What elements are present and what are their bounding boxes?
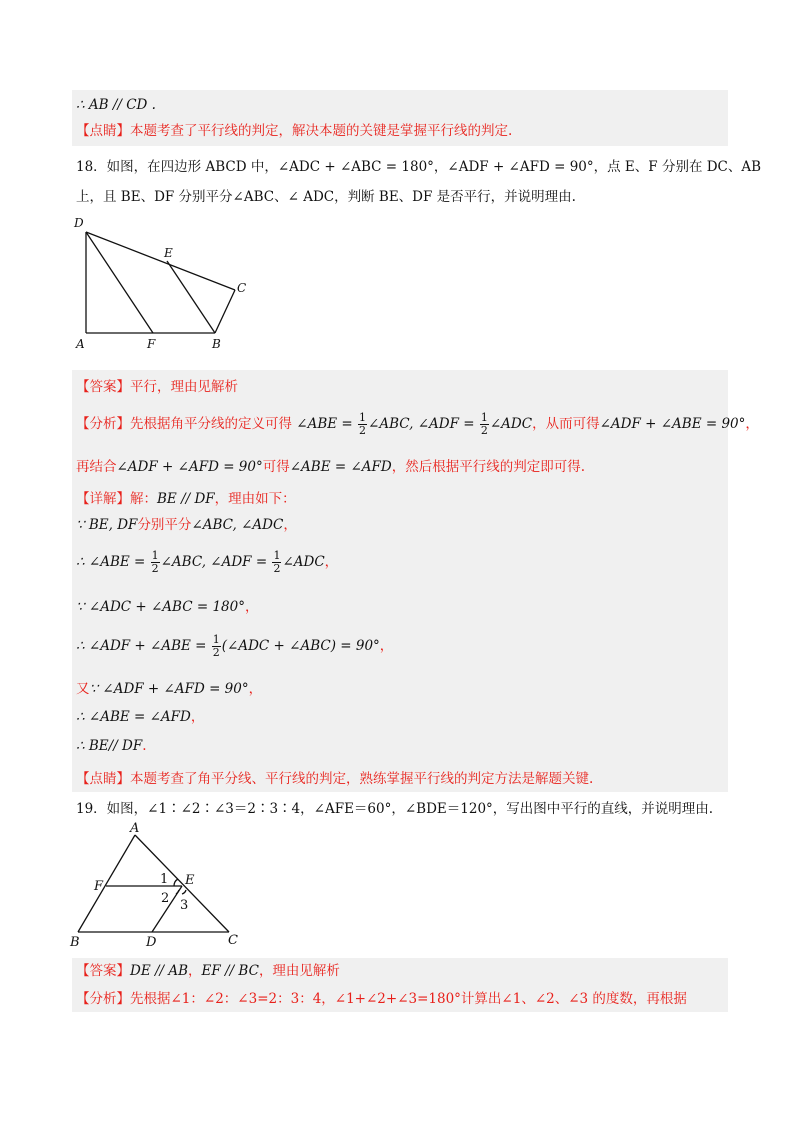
label-f: F	[94, 879, 104, 894]
remark-tag: 【点睛】	[76, 771, 130, 787]
step3: ∵ ∠ADC + ∠ABC = 180°	[76, 599, 245, 615]
analysis-post: ，然后根据平行线的判定即可得.	[391, 459, 586, 475]
segment-be	[167, 261, 215, 333]
segment-bc	[215, 290, 235, 333]
fraction-half: $\frac{1}{2}$	[151, 549, 159, 575]
q18-figure	[70, 212, 260, 352]
punct: ，	[324, 554, 339, 570]
fraction-half: $\frac{1}{2}$	[212, 633, 220, 659]
step2-c: ∠ADC	[282, 554, 325, 570]
prev-conclusion: ∴ AB // CD .	[76, 97, 156, 113]
fraction-half: $\frac{1}{2}$	[480, 411, 488, 437]
analysis-mid2: 可得	[262, 459, 290, 475]
prev-remark	[76, 122, 512, 140]
detail-intro-b: BE // DF	[157, 491, 215, 507]
q18-stem-line2: 上，且 BE、DF 分别平分∠ABC、∠ ADC，判断 BE、DF 是否平行，并说明理由.	[76, 189, 576, 205]
punct: ，	[379, 638, 394, 654]
detail-intro-c: ，理由如下：	[214, 491, 296, 507]
angle-arc	[182, 890, 186, 894]
analysis-eq1a: ∠ABE =	[296, 416, 353, 432]
punct: ，	[283, 517, 297, 533]
answer-tag: 【答案】	[76, 379, 130, 395]
analysis-eq3: ∠ADF + ∠AFD = 90°	[116, 459, 263, 475]
label-b: B	[212, 337, 221, 351]
analysis-text: 先根据∠1：∠2：∠3=2：3：4，∠1+∠2+∠3=180°计算出∠1、∠2、∠3 的度数，再根据	[130, 991, 687, 1007]
segment-df	[86, 232, 153, 333]
analysis-tag: 【分析】	[76, 991, 130, 1007]
remark-tag: 【点睛】	[76, 123, 130, 139]
q18-step3	[76, 598, 258, 616]
step4-a: ∴ ∠ADF + ∠ABE =	[76, 638, 207, 654]
analysis-eq1b: ∠ABC, ∠ADF =	[368, 416, 475, 432]
punct: ，	[188, 963, 202, 979]
label-f: F	[147, 337, 156, 351]
analysis-eq2: ∠ADF + ∠ABE = 90°	[599, 416, 746, 432]
analysis-pre: 先根据角平分线的定义可得	[130, 416, 292, 432]
step5-a: 又	[76, 681, 90, 697]
q18-step1	[76, 516, 297, 534]
step1-a: ∵ BE, DF	[76, 517, 138, 533]
angle-label-1: 1	[160, 872, 169, 887]
label-a: A	[130, 821, 140, 836]
label-a: A	[76, 337, 85, 351]
q18-detail-intro	[76, 490, 296, 508]
detail-intro-a: 解：	[130, 491, 157, 507]
q18-analysis-line2	[76, 458, 585, 476]
remark-text: 本题考查了角平分线、平行线的判定，熟练掌握平行线的判定方法是解题关键.	[130, 771, 594, 787]
detail-tag: 【详解】	[76, 491, 130, 507]
punct: .	[142, 738, 147, 754]
answer-a: DE // AB	[130, 963, 189, 979]
analysis-mid: ，从而可得	[532, 416, 600, 432]
label-d: D	[146, 935, 157, 950]
step7: ∴ BE// DF	[76, 738, 143, 754]
label-e: E	[164, 246, 173, 260]
label-c: C	[228, 933, 238, 948]
step2-b: ∠ABC, ∠ADF =	[160, 554, 268, 570]
analysis-tag: 【分析】	[76, 416, 130, 432]
answer-text: 平行，理由见解析	[130, 379, 238, 395]
q19-answer	[76, 962, 340, 980]
angle-label-2: 2	[161, 891, 170, 906]
q18-step4	[76, 632, 393, 660]
analysis-eq4: ∠ABE = ∠AFD	[289, 459, 392, 475]
q18-stem-line1: 18．如图，在四边形 ABCD 中，∠ADC + ∠ABC = 180°，∠ADF + ∠AFD = 90°，点 E、F 分别在 DC、AB	[76, 159, 762, 175]
q18-remark	[76, 770, 593, 788]
remark-text: 本题考查了平行线的判定，解决本题的关键是掌握平行线的判定.	[130, 123, 513, 139]
label-d: D	[74, 216, 84, 230]
punct: ，	[190, 709, 205, 725]
angle-arc	[174, 879, 178, 886]
punct: ，	[244, 599, 259, 615]
step6: ∴ ∠ABE = ∠AFD	[76, 709, 191, 725]
answer-c: ，理由见解析	[258, 963, 340, 979]
label-c: C	[237, 281, 247, 295]
q18-step7	[76, 737, 147, 755]
angle-arc	[176, 890, 179, 894]
q19-figure	[66, 820, 256, 950]
step1-c: ∠ABC, ∠ADC	[191, 517, 284, 533]
step4-b: (∠ADC + ∠ABC) = 90°	[221, 638, 380, 654]
segment-ac	[135, 835, 229, 932]
segment-dc	[86, 232, 235, 290]
q18-step6	[76, 708, 204, 726]
q18-step2	[76, 548, 338, 576]
angle-label-3: 3	[180, 898, 189, 913]
step5-b: ∵ ∠ADF + ∠AFD = 90°	[89, 681, 249, 697]
q19-stem: 19．如图，∠1∶∠2∶∠3＝2∶3∶4，∠AFE＝60°，∠BDE＝120°，写出图中平行的直线，并说明理由.	[76, 801, 714, 817]
analysis-line2-pre: 再结合	[76, 459, 117, 475]
step2-a: ∴ ∠ABE =	[76, 554, 146, 570]
q19-analysis	[76, 990, 687, 1008]
answer-tag: 【答案】	[76, 963, 130, 979]
analysis-eq1c: ∠ADC	[489, 416, 533, 432]
label-e: E	[185, 873, 195, 888]
q18-analysis-line1	[76, 410, 759, 438]
q18-step5	[76, 680, 262, 698]
punct: ，	[248, 681, 263, 697]
label-b: B	[70, 935, 80, 950]
fraction-half: $\frac{1}{2}$	[359, 411, 367, 437]
punct: ，	[745, 416, 759, 432]
fraction-half: $\frac{1}{2}$	[273, 549, 281, 575]
answer-b: EF // BC	[201, 963, 259, 979]
step1-b: 分别平分	[137, 517, 192, 533]
q18-answer	[76, 378, 238, 396]
segment-ab	[78, 835, 135, 932]
